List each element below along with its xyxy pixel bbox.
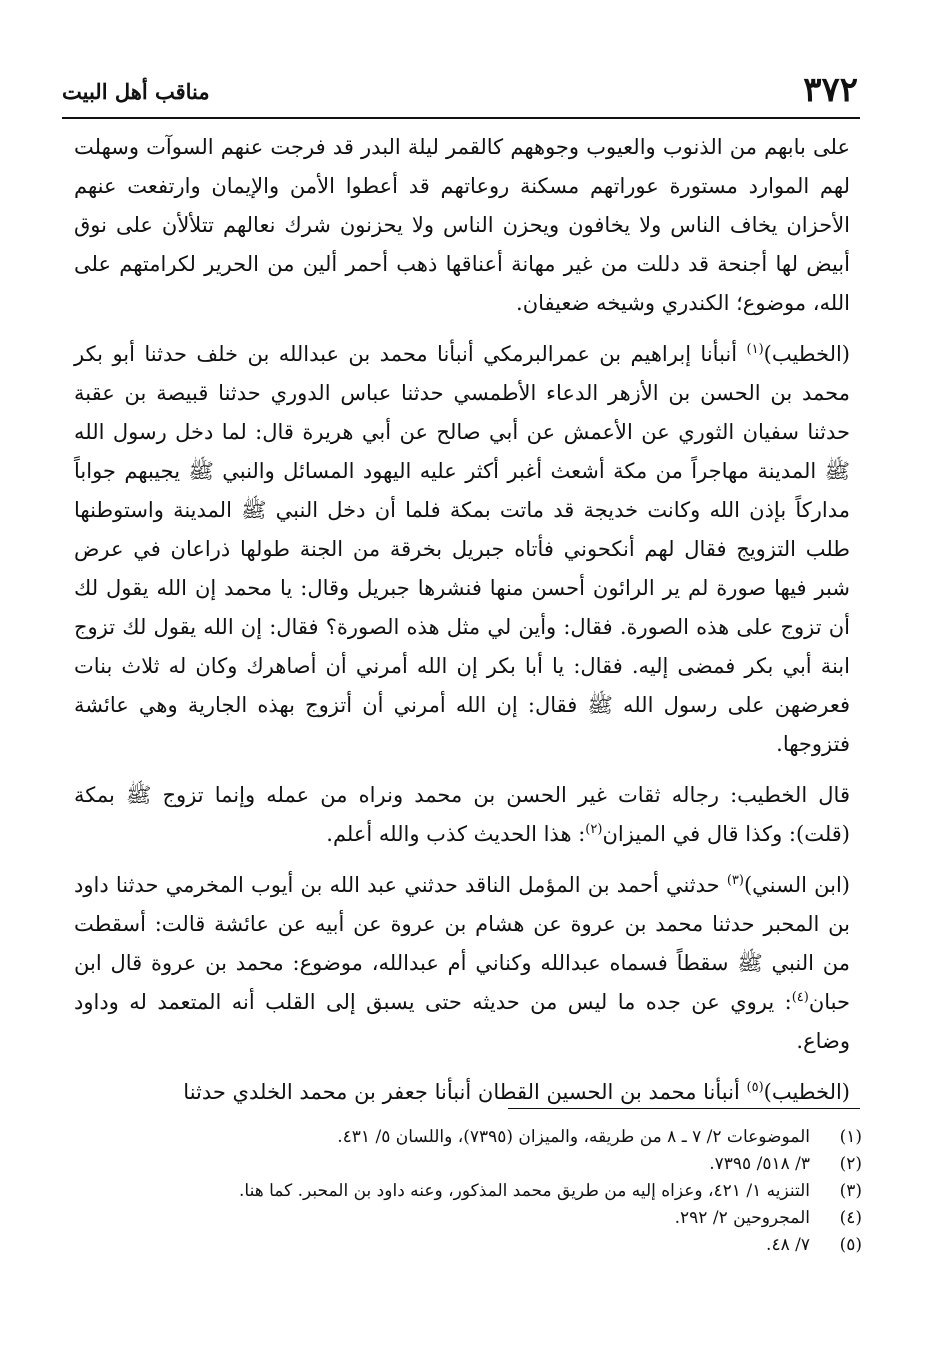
- footnote-2: [150, 1151, 862, 1178]
- page-number: ٣٧٢: [803, 70, 858, 110]
- main-text: [74, 128, 850, 1124]
- footnote-number: (٤): [839, 1208, 862, 1228]
- paragraph-text: قال الخطيب: رجاله ثقات غير الحسن بن محمد ونراه من عمله وإنما تزوج ﷺ بمكة (قلت): وكذا قال في الميزان: [74, 783, 850, 846]
- footnote-number: (٢): [839, 1154, 862, 1174]
- footnote-ref-4[interactable]: (٤): [791, 990, 809, 1005]
- paragraph-3: [74, 776, 850, 854]
- header-divider: [62, 117, 860, 119]
- footnotes: [150, 1124, 862, 1259]
- paragraph-2: [74, 335, 850, 764]
- footnote-3: [150, 1178, 862, 1205]
- footnote-1: [150, 1124, 862, 1151]
- paragraph-4: [74, 866, 850, 1061]
- paragraph-text: : هذا الحديث كذب والله أعلم.: [326, 822, 586, 846]
- footnote-text: التنزيه ١/ ٤٢١، وعزاه إليه من طريق محمد المذكور، وعنه داود بن المحبر. كما هنا.: [239, 1181, 810, 1201]
- footnote-text: الموضوعات ٢/ ٧ ـ ٨ من طريقه، والميزان (٧٣٩٥)، واللسان ٥/ ٤٣١.: [337, 1127, 810, 1147]
- paragraph-text: أنبأنا محمد بن الحسين القطان أنبأنا جعفر بن محمد الخلدي حدثنا: [183, 1080, 747, 1104]
- footnote-number: (٣): [839, 1181, 862, 1201]
- paragraph-text: أنبأنا إبراهيم بن عمرالبرمكي أنبأنا محمد بن عبدالله بن خلف حدثنا أبو بكر محمد بن الحسن بن الأزهر الدعاء الأطمسي حدثنا عباس الدوري حدثنا قبيصة بن عقبة حدثنا سفيان الثوري عن الأعمش عن أبي صالح عن أبي هريرة قال: لما دخل رسول الله ﷺ المدينة مهاجراً من مكة أشعث أغبر أكثر عليه اليهود المسائل والنبي ﷺ يجيبهم جواباً مداركاً بإذن الله وكانت خديجة قد ماتت بمكة فلما أن دخل النبي ﷺ المدينة واستوطنها طلب التزويج فقال لهم أنكحوني فأتاه جبريل بخرقة من الجنة طولها ذراعان في عرض شبر فيها صورة لم ير الرائون أحسن منها فنشرها جبريل وقال: يا محمد إن الله يقول لك أن تزوج على هذه الصورة. فقال: وأين لي مثل هذه الصورة؟ فقال: إن الله يقول لك تزوج ابنة أبي بكر فمضى إليه. فقال: يا أبا بكر إن الله أمرني أن أصاهرك وكان له ثلاث بنات فعرضهن على رسول الله ﷺ فقال: إن الله أمرني أن أتزوج بهذه الجارية وهي عائشة فتزوجها.: [74, 342, 851, 756]
- paragraph-5: [74, 1073, 850, 1112]
- footnote-4: [150, 1205, 862, 1232]
- running-title: مناقب أهل البيت: [62, 79, 210, 104]
- page-header: [62, 66, 858, 114]
- paragraph-text: حدثني أحمد بن المؤمل الناقد حدثني عبد الله بن أيوب المخرمي حدثنا داود بن المحبر حدثنا محمد بن عروة عن هشام بن عروة عن أبيه عن عائشة قالت: أسقطت من النبي ﷺ سقطاً فسماه عبدالله وكناني أم عبدالله، موضوع: محمد بن عروة قال ابن حبان: [74, 873, 850, 1014]
- footnote-divider: [508, 1108, 860, 1109]
- source-name: (ابن السني): [743, 873, 850, 897]
- paragraph-text: : يروي عن جده ما ليس من حديثه حتى يسبق إلى القلب أنه المتعمد له وداود وضاع.: [74, 990, 850, 1053]
- footnote-number: (١): [839, 1127, 862, 1147]
- footnote-text: ٣/ ٥١٨/ ٧٣٩٥.: [709, 1154, 810, 1174]
- footnote-ref-3[interactable]: (٣): [726, 873, 744, 888]
- footnote-text: المجروحين ٢/ ٢٩٢.: [674, 1208, 810, 1228]
- footnote-ref-2[interactable]: (٢): [585, 822, 603, 837]
- source-name: (الخطيب): [763, 1080, 850, 1104]
- footnote-ref-1[interactable]: (١): [746, 342, 764, 357]
- footnote-number: (٥): [839, 1235, 862, 1255]
- paragraph-1: [74, 128, 850, 323]
- footnote-text: ٧/ ٤٨.: [766, 1235, 810, 1255]
- footnote-ref-5[interactable]: (٥): [746, 1080, 764, 1095]
- footnote-5: [150, 1232, 862, 1259]
- source-name: (الخطيب): [763, 342, 850, 366]
- paragraph-text: على بابهم من الذنوب والعيوب وجوههم كالقمر ليلة البدر قد فرجت عنهم السوآت وسهلت لهم الموارد مستورة عوراتهم مسكنة روعاتهم قد أعطوا الأمن والإيمان وارتفعت عنهم الأحزان يخاف الناس ولا يخافون ويحزن الناس ولا يحزنون شرك نعالهم تتلألأن على نوق أبيض لها أجنحة قد دللت من غير مهانة أعناقها ذهب أحمر ألين من الحرير لكرامتهم على الله، موضوع؛ الكندري وشيخه ضعيفان.: [74, 135, 850, 315]
